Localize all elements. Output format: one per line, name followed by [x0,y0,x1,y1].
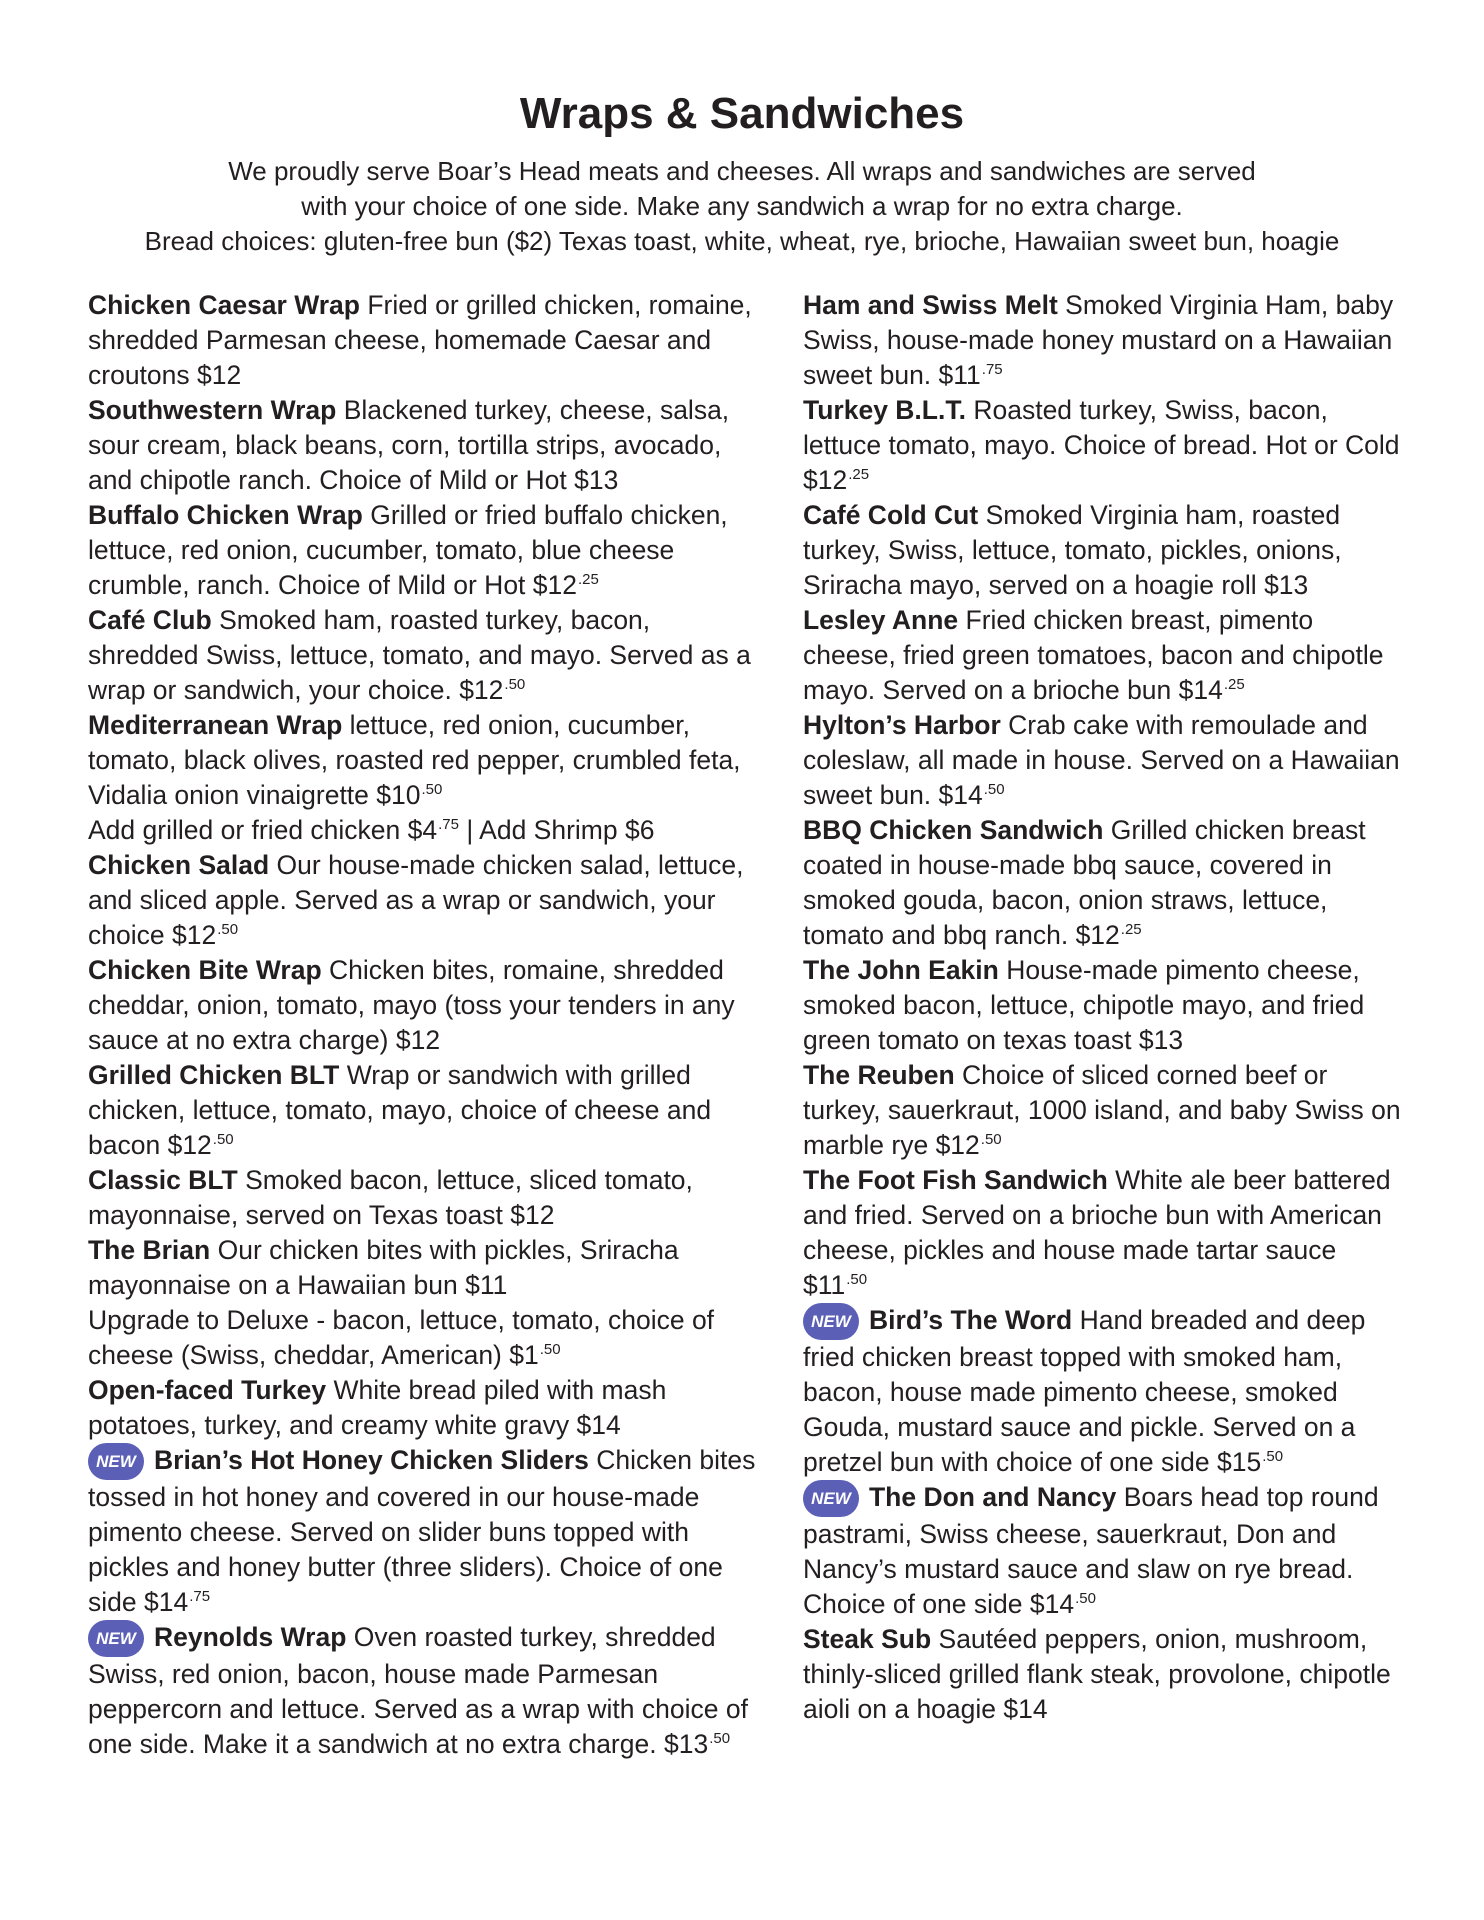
item-description: Hand breaded and deep fried chicken breast topped with smoked ham, bacon, house made pimento cheese, smoked Gouda, mustard sauce and pickle. Served on a pretzel bun with choice of one side [803,1305,1366,1477]
item-description: Our house-made chicken salad, lettuce, and sliced apple. Served as a wrap or sandwich, your choice [88,850,744,950]
menu-item [88,848,760,953]
menu-item [803,288,1403,393]
item-description: Grilled or fried buffalo chicken, lettuce, red onion, cucumber, tomato, blue cheese crumble, ranch. Choice of Mild or Hot [88,500,728,600]
item-price [510,1200,554,1230]
menu-item [803,813,1403,953]
item-description: Add grilled or fried chicken [88,815,401,845]
price-cents: .25 [578,571,599,588]
price-dollars: $11 [803,1270,846,1300]
menu-item [803,393,1403,498]
item-description: Blackened turkey, cheese, salsa, sour cream, black beans, corn, tortilla strips, avocado, and chipotle ranch. Choice of Mild or Hot [88,395,730,495]
price-dollars: $12 [167,1130,212,1160]
item-price [144,1587,210,1617]
item-name: Turkey B.L.T. [803,395,966,425]
item-price [197,360,241,390]
item-description: Sautéed peppers, onion, mushroom, thinly-sliced grilled flank steak, provolone, chipotle aioli on a hoagie [803,1624,1391,1724]
item-description: Smoked Virginia ham, roasted turkey, Swiss, lettuce, tomato, pickles, onions, Sriracha mayo, served on a hoagie roll [803,500,1342,600]
item-description: Oven roasted turkey, shredded Swiss, red onion, bacon, house made Parmesan peppercorn and lettuce. Served as a wrap with choice of one side. Make it a sandwich at no extra charge. [88,1622,748,1759]
item-price [172,920,238,950]
item-description: Crab cake with remoulade and coleslaw, all made in house. Served on a Hawaiian sweet bun. [803,710,1400,810]
item-price [664,1729,730,1759]
item-price [459,675,525,705]
price-dollars: $12 [935,1130,980,1160]
price-dollars: $12 [532,570,578,600]
menu-item [803,498,1403,603]
item-description: Chicken bites, romaine, shredded cheddar, onion, tomato, mayo (toss your tenders in any sauce at no extra charge) [88,955,735,1055]
item-name: Mediterranean Wrap [88,710,343,740]
price-dollars: $13 [663,1729,709,1759]
new-badge: NEW [803,1303,859,1340]
item-price [376,780,442,810]
item-name: Chicken Salad [88,850,270,880]
price-dollars: $6 [625,815,655,845]
menu-item [803,1622,1403,1727]
item-name: Lesley Anne [803,605,959,635]
item-description: Our chicken bites with pickles, Sriracha mayonnaise on a Hawaiian bun [88,1235,679,1300]
item-name: Chicken Bite Wrap [88,955,322,985]
menu-item [88,1058,760,1163]
intro-line: We proudly serve Boar’s Head meats and cheeses. All wraps and sandwiches are served [228,156,1256,186]
menu-item [803,1480,1403,1622]
menu-addon [88,1303,760,1373]
price-dollars: $14 [1178,675,1223,705]
menu-item [88,1443,760,1620]
menu-item [88,603,760,708]
intro-line: with your choice of one side. Make any sandwich a wrap for no extra charge. [301,191,1183,221]
new-badge: NEW [88,1620,144,1657]
price-cents: .50 [212,1131,234,1148]
price-dollars: $14 [1029,1589,1075,1619]
price-dollars: $13 [1264,570,1309,600]
menu-column-right [803,288,1403,1727]
item-name: Buffalo Chicken Wrap [88,500,363,530]
item-price [396,1025,440,1055]
price-dollars: $12 [197,360,242,390]
item-price [509,1340,560,1370]
item-price [533,570,599,600]
price-cents: .75 [189,1588,211,1605]
price-dollars: $12 [459,675,504,705]
price-cents: .50 [980,1131,1002,1148]
item-description: Wrap or sandwich with grilled chicken, lettuce, tomato, mayo, choice of cheese and bacon [88,1060,712,1160]
item-price [1217,1447,1283,1477]
item-name: Café Cold Cut [803,500,979,530]
addon-description: | Add Shrimp [466,815,618,845]
item-description: Boars head top round pastrami, Swiss cheese, sauerkraut, Don and Nancy’s mustard sauce and slaw on rye bread. Choice of one side [803,1482,1379,1619]
price-dollars: $14 [938,780,983,810]
menu-item [803,1163,1403,1303]
price-dollars: $12 [510,1200,555,1230]
price-cents: .50 [846,1271,868,1288]
item-price [574,465,618,495]
item-name: The John Eakin [803,955,999,985]
price-cents: .50 [1075,1590,1096,1607]
menu-item [88,1620,760,1762]
item-name: Grilled Chicken BLT [88,1060,340,1090]
item-name: The Don and Nancy [869,1482,1117,1512]
menu-item [803,603,1403,708]
item-price [625,815,654,845]
menu-item [803,708,1403,813]
item-name: Steak Sub [803,1624,932,1654]
page-title: Wraps & Sandwiches [519,89,965,138]
item-name: The Foot Fish Sandwich [803,1165,1108,1195]
item-name: Café Club [88,605,212,635]
item-price [1139,1025,1183,1055]
item-description: Choice of sliced corned beef or turkey, sauerkraut, 1000 island, and baby Swiss on marble rye [803,1060,1401,1160]
item-price [577,1410,621,1440]
menu-item [88,1233,760,1303]
price-dollars: $14 [1003,1694,1048,1724]
price-cents: .50 [709,1730,731,1747]
price-dollars: $1 [509,1340,539,1370]
item-price [1030,1589,1096,1619]
price-cents: .50 [1262,1448,1284,1465]
item-price [1003,1694,1047,1724]
item-name: Bird’s The Word [869,1305,1073,1335]
item-description: Chicken bites tossed in hot honey and covered in our house-made pimento cheese. Served on slider buns topped with pickles and honey butter (three sliders). Choice of one side [88,1445,756,1617]
price-dollars: $11 [938,360,981,390]
item-name: Hylton’s Harbor [803,710,1001,740]
price-cents: .75 [981,361,1003,378]
menu-column-left [88,288,760,1762]
item-description: Upgrade to Deluxe - bacon, lettuce, tomato, choice of cheese (Swiss, cheddar, American) [88,1305,715,1370]
item-name: Ham and Swiss Melt [803,290,1058,320]
price-cents: .50 [983,781,1005,798]
price-dollars: $12 [803,465,848,495]
menu-item [88,393,760,498]
item-name: Reynolds Wrap [154,1622,347,1652]
item-description: Grilled chicken breast coated in house-made bbq sauce, covered in smoked gouda, bacon, onion straws, lettuce, tomato and bbq ranch. [803,815,1366,950]
item-price [803,465,869,495]
item-price [168,1130,234,1160]
item-price [465,1270,507,1300]
item-price [803,1270,867,1300]
price-cents: .50 [217,921,239,938]
price-cents: .50 [421,781,443,798]
item-description: Smoked bacon, lettuce, sliced tomato, mayonnaise, served on Texas toast [88,1165,693,1230]
price-cents: .50 [504,676,526,693]
menu-item [88,708,760,813]
item-description: Fried chicken breast, pimento cheese, fried green tomatoes, bacon and chipotle mayo. Served on a brioche bun [803,605,1384,705]
menu-item [803,953,1403,1058]
item-price [408,815,459,845]
price-dollars: $14 [144,1587,189,1617]
intro-text [0,154,1484,259]
price-dollars: $13 [574,465,619,495]
price-dollars: $12 [395,1025,441,1055]
menu-addon [88,813,760,848]
price-cents: .25 [1120,921,1142,938]
price-cents: .25 [848,466,870,483]
item-name: BBQ Chicken Sandwich [803,815,1104,845]
price-cents: .25 [1223,676,1245,693]
item-name: Southwestern Wrap [88,395,337,425]
item-price [939,360,1003,390]
menu-item [88,1163,760,1233]
item-name: Open-faced Turkey [88,1375,327,1405]
menu-item [803,1303,1403,1480]
price-dollars: $12 [1075,920,1120,950]
item-description: Fried or grilled chicken, romaine, shredded Parmesan cheese, homemade Caesar and croutons [88,290,752,390]
item-description: Smoked ham, roasted turkey, bacon, shredded Swiss, lettuce, tomato, and mayo. Served as a wrap or sandwich, your choice. [88,605,751,705]
item-description: White ale beer battered and fried. Served on a brioche bun with American cheese, pickles and house made tartar sauce [803,1165,1391,1265]
item-name: The Brian [88,1235,211,1265]
price-dollars: $13 [1138,1025,1184,1055]
price-cents: .50 [539,1341,561,1358]
menu-item [88,953,760,1058]
intro-bread-choices: Bread choices: gluten-free bun ($2) Texas toast, white, wheat, rye, brioche, Hawaiian sweet bun, hoagie [144,226,1340,256]
price-dollars: $14 [576,1410,621,1440]
menu-item [88,1373,760,1443]
new-badge: NEW [88,1443,144,1480]
item-price [1179,675,1245,705]
price-dollars: $11 [465,1270,508,1300]
item-description: Smoked Virginia Ham, baby Swiss, house-made honey mustard on a Hawaiian sweet bun. [803,290,1394,390]
menu-item [88,498,760,603]
item-description: House-made pimento cheese, smoked bacon, lettuce, chipotle mayo, and fried green tomato on texas toast [803,955,1365,1055]
item-description: Roasted turkey, Swiss, bacon, lettuce tomato, mayo. Choice of bread. Hot or Cold [803,395,1400,460]
item-name: Classic BLT [88,1165,238,1195]
price-dollars: $15 [1216,1447,1262,1477]
price-dollars: $4 [407,815,438,845]
item-price [1264,570,1308,600]
item-name: Chicken Caesar Wrap [88,290,360,320]
item-description: lettuce, red onion, cucumber, tomato, black olives, roasted red pepper, crumbled feta, Vidalia onion vinaigrette [88,710,741,810]
menu-item [803,1058,1403,1163]
item-price [939,780,1005,810]
new-badge: NEW [803,1480,859,1517]
price-dollars: $12 [171,920,217,950]
item-name: Brian’s Hot Honey Chicken Sliders [154,1445,589,1475]
item-description: White bread piled with mash potatoes, turkey, and creamy white gravy [88,1375,667,1440]
item-price [936,1130,1002,1160]
price-cents: .75 [438,816,459,833]
price-dollars: $10 [376,780,421,810]
item-name: The Reuben [803,1060,955,1090]
item-price [1076,920,1142,950]
menu-item [88,288,760,393]
